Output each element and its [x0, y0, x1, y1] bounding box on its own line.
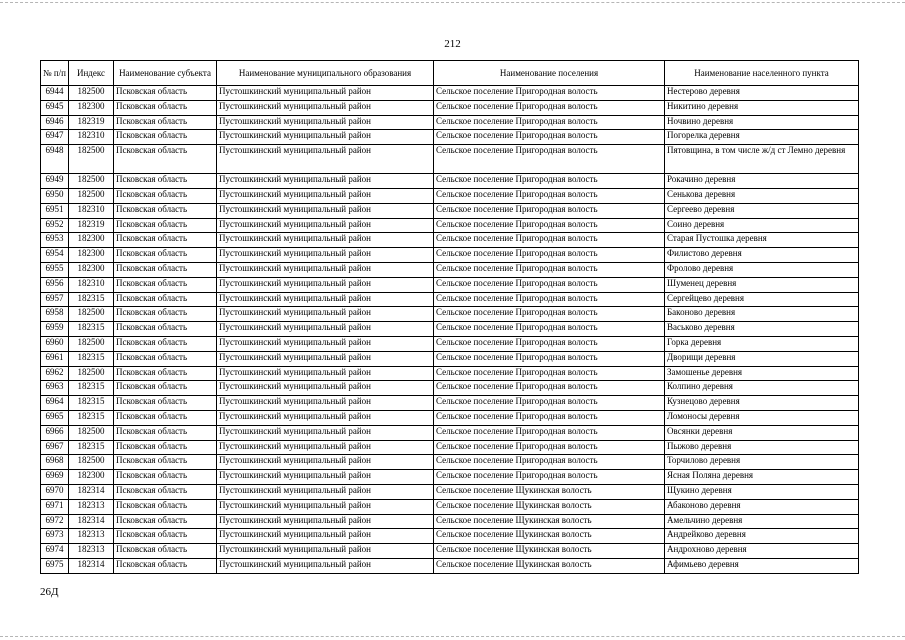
row-number-cell: 6963	[41, 381, 69, 396]
municipality-name-cell: Пустошкинский муниципальный район	[217, 410, 434, 425]
settlement-name-cell: Сельское поселение Пригородная волость	[434, 455, 665, 470]
row-number-cell: 6953	[41, 233, 69, 248]
row-number-cell: 6949	[41, 174, 69, 189]
postal-index-cell: 182300	[69, 262, 114, 277]
table-row	[41, 188, 859, 203]
settlement-name-cell: Сельское поселение Пригородная волость	[434, 440, 665, 455]
postal-index-cell: 182314	[69, 484, 114, 499]
table-row	[41, 425, 859, 440]
settlement-name-cell: Сельское поселение Пригородная волость	[434, 307, 665, 322]
municipality-name-cell: Пустошкинский муниципальный район	[217, 455, 434, 470]
row-number-cell: 6951	[41, 203, 69, 218]
municipality-name-cell: Пустошкинский муниципальный район	[217, 145, 434, 174]
subject-name-cell: Псковская область	[114, 499, 217, 514]
subject-name-cell: Псковская область	[114, 100, 217, 115]
postal-index-cell: 182300	[69, 470, 114, 485]
settlement-name-cell: Сельское поселение Пригородная волость	[434, 277, 665, 292]
locality-name-cell: Рокачино деревня	[665, 174, 859, 189]
settlement-name-cell: Сельское поселение Пригородная волость	[434, 248, 665, 263]
row-number-cell: 6959	[41, 322, 69, 337]
postal-index-cell: 182310	[69, 130, 114, 145]
municipality-name-cell: Пустошкинский муниципальный район	[217, 307, 434, 322]
locality-name-cell: Замошенье деревня	[665, 366, 859, 381]
locality-name-cell: Пятовщина, в том числе ж/д ст Лемно деревня	[665, 145, 859, 174]
table-row	[41, 203, 859, 218]
municipality-name-cell: Пустошкинский муниципальный район	[217, 544, 434, 559]
settlement-name-cell: Сельское поселение Щукинская волость	[434, 529, 665, 544]
postal-index-cell: 182300	[69, 100, 114, 115]
header-subject: Наименование субъекта	[114, 61, 217, 86]
subject-name-cell: Псковская область	[114, 351, 217, 366]
locality-name-cell: Андрохново деревня	[665, 544, 859, 559]
row-number-cell: 6961	[41, 351, 69, 366]
settlement-name-cell: Сельское поселение Щукинская волость	[434, 484, 665, 499]
row-number-cell: 6972	[41, 514, 69, 529]
municipality-name-cell: Пустошкинский муниципальный район	[217, 529, 434, 544]
locality-name-cell: Никитино деревня	[665, 100, 859, 115]
header-settlement: Наименование поселения	[434, 61, 665, 86]
settlement-name-cell: Сельское поселение Пригородная волость	[434, 396, 665, 411]
postal-index-cell: 182313	[69, 544, 114, 559]
subject-name-cell: Псковская область	[114, 203, 217, 218]
table-row	[41, 130, 859, 145]
row-number-cell: 6971	[41, 499, 69, 514]
table-row	[41, 307, 859, 322]
table-row	[41, 514, 859, 529]
row-number-cell: 6970	[41, 484, 69, 499]
municipality-name-cell: Пустошкинский муниципальный район	[217, 470, 434, 485]
municipality-name-cell: Пустошкинский муниципальный район	[217, 100, 434, 115]
settlement-name-cell: Сельское поселение Щукинская волость	[434, 558, 665, 573]
settlement-name-cell: Сельское поселение Щукинская волость	[434, 514, 665, 529]
municipality-name-cell: Пустошкинский муниципальный район	[217, 218, 434, 233]
subject-name-cell: Псковская область	[114, 292, 217, 307]
subject-name-cell: Псковская область	[114, 130, 217, 145]
subject-name-cell: Псковская область	[114, 174, 217, 189]
postal-index-cell: 182319	[69, 115, 114, 130]
municipality-name-cell: Пустошкинский муниципальный район	[217, 484, 434, 499]
subject-name-cell: Псковская область	[114, 86, 217, 101]
row-number-cell: 6950	[41, 188, 69, 203]
locality-name-cell: Андрейково деревня	[665, 529, 859, 544]
subject-name-cell: Псковская область	[114, 396, 217, 411]
table-row	[41, 277, 859, 292]
row-number-cell: 6966	[41, 425, 69, 440]
municipality-name-cell: Пустошкинский муниципальный район	[217, 396, 434, 411]
postal-index-cell: 182314	[69, 514, 114, 529]
header-row	[41, 61, 859, 86]
locality-name-cell: Ломоносы деревня	[665, 410, 859, 425]
postal-index-cell: 182500	[69, 425, 114, 440]
municipality-name-cell: Пустошкинский муниципальный район	[217, 425, 434, 440]
locality-name-cell: Амельчино деревня	[665, 514, 859, 529]
settlement-name-cell: Сельское поселение Пригородная волость	[434, 130, 665, 145]
header-number: № п/п	[41, 61, 69, 86]
settlement-name-cell: Сельское поселение Пригородная волость	[434, 115, 665, 130]
municipality-name-cell: Пустошкинский муниципальный район	[217, 366, 434, 381]
locality-name-cell: Торчилово деревня	[665, 455, 859, 470]
subject-name-cell: Псковская область	[114, 558, 217, 573]
row-number-cell: 6945	[41, 100, 69, 115]
row-number-cell: 6964	[41, 396, 69, 411]
postal-index-cell: 182315	[69, 292, 114, 307]
subject-name-cell: Псковская область	[114, 322, 217, 337]
row-number-cell: 6954	[41, 248, 69, 263]
subject-name-cell: Псковская область	[114, 366, 217, 381]
table-row	[41, 410, 859, 425]
table-row	[41, 455, 859, 470]
table-row	[41, 366, 859, 381]
subject-name-cell: Псковская область	[114, 425, 217, 440]
postal-index-cell: 182500	[69, 174, 114, 189]
locality-name-cell: Соино деревня	[665, 218, 859, 233]
locality-name-cell: Шуменец деревня	[665, 277, 859, 292]
header-locality: Наименование населенного пункта	[665, 61, 859, 86]
row-number-cell: 6946	[41, 115, 69, 130]
municipality-name-cell: Пустошкинский муниципальный район	[217, 115, 434, 130]
table-row	[41, 470, 859, 485]
locality-name-cell: Горка деревня	[665, 336, 859, 351]
settlement-name-cell: Сельское поселение Щукинская волость	[434, 544, 665, 559]
row-number-cell: 6965	[41, 410, 69, 425]
postal-index-cell: 182500	[69, 86, 114, 101]
settlement-name-cell: Сельское поселение Пригородная волость	[434, 322, 665, 337]
table-body	[41, 86, 859, 574]
settlement-name-cell: Сельское поселение Пригородная волость	[434, 188, 665, 203]
postal-index-cell: 182314	[69, 558, 114, 573]
locality-name-cell: Сергеево деревня	[665, 203, 859, 218]
subject-name-cell: Псковская область	[114, 115, 217, 130]
row-number-cell: 6962	[41, 366, 69, 381]
locality-name-cell: Абаконово деревня	[665, 499, 859, 514]
postal-index-cell: 182313	[69, 529, 114, 544]
locality-name-cell: Филистово деревня	[665, 248, 859, 263]
table-row	[41, 218, 859, 233]
municipality-name-cell: Пустошкинский муниципальный район	[217, 292, 434, 307]
table-row	[41, 145, 859, 174]
settlement-name-cell: Сельское поселение Пригородная волость	[434, 336, 665, 351]
subject-name-cell: Псковская область	[114, 336, 217, 351]
locality-name-cell: Баконово деревня	[665, 307, 859, 322]
postal-index-cell: 182310	[69, 277, 114, 292]
row-number-cell: 6952	[41, 218, 69, 233]
settlement-name-cell: Сельское поселение Пригородная волость	[434, 470, 665, 485]
postal-index-cell: 182315	[69, 440, 114, 455]
municipality-name-cell: Пустошкинский муниципальный район	[217, 499, 434, 514]
settlement-name-cell: Сельское поселение Пригородная волость	[434, 410, 665, 425]
locality-name-cell: Старая Пустошка деревня	[665, 233, 859, 248]
settlement-name-cell: Сельское поселение Пригородная волость	[434, 86, 665, 101]
subject-name-cell: Псковская область	[114, 262, 217, 277]
locality-name-cell: Ночвино деревня	[665, 115, 859, 130]
postal-index-cell: 182500	[69, 188, 114, 203]
settlement-name-cell: Сельское поселение Пригородная волость	[434, 203, 665, 218]
municipality-name-cell: Пустошкинский муниципальный район	[217, 248, 434, 263]
table-row	[41, 248, 859, 263]
locality-name-cell: Ясная Поляна деревня	[665, 470, 859, 485]
postal-index-cell: 182300	[69, 233, 114, 248]
subject-name-cell: Псковская область	[114, 410, 217, 425]
postal-index-cell: 182315	[69, 322, 114, 337]
subject-name-cell: Псковская область	[114, 484, 217, 499]
settlement-name-cell: Сельское поселение Пригородная волость	[434, 145, 665, 174]
table-row	[41, 174, 859, 189]
municipality-name-cell: Пустошкинский муниципальный район	[217, 558, 434, 573]
subject-name-cell: Псковская область	[114, 529, 217, 544]
locality-name-cell: Сенькова деревня	[665, 188, 859, 203]
row-number-cell: 6968	[41, 455, 69, 470]
table-row	[41, 440, 859, 455]
postal-index-cell: 182500	[69, 145, 114, 174]
postal-index-cell: 182315	[69, 396, 114, 411]
postal-index-cell: 182315	[69, 410, 114, 425]
table-row	[41, 499, 859, 514]
row-number-cell: 6957	[41, 292, 69, 307]
table-row	[41, 351, 859, 366]
locality-name-cell: Овсянки деревня	[665, 425, 859, 440]
municipality-name-cell: Пустошкинский муниципальный район	[217, 351, 434, 366]
municipality-name-cell: Пустошкинский муниципальный район	[217, 130, 434, 145]
row-number-cell: 6974	[41, 544, 69, 559]
subject-name-cell: Псковская область	[114, 440, 217, 455]
header-municipality: Наименование муниципального образования	[217, 61, 434, 86]
row-number-cell: 6967	[41, 440, 69, 455]
settlement-name-cell: Сельское поселение Пригородная волость	[434, 233, 665, 248]
postal-index-cell: 182500	[69, 366, 114, 381]
settlement-name-cell: Сельское поселение Пригородная волость	[434, 218, 665, 233]
municipality-name-cell: Пустошкинский муниципальный район	[217, 86, 434, 101]
municipality-name-cell: Пустошкинский муниципальный район	[217, 203, 434, 218]
row-number-cell: 6944	[41, 86, 69, 101]
header-postal-index: Индекс	[69, 61, 114, 86]
subject-name-cell: Псковская область	[114, 307, 217, 322]
postal-index-cell: 182500	[69, 455, 114, 470]
postal-index-cell: 182315	[69, 381, 114, 396]
table-row	[41, 233, 859, 248]
row-number-cell: 6958	[41, 307, 69, 322]
footer-code: 26Д	[40, 586, 59, 598]
row-number-cell: 6955	[41, 262, 69, 277]
table-row	[41, 396, 859, 411]
row-number-cell: 6975	[41, 558, 69, 573]
table-row	[41, 262, 859, 277]
table-row	[41, 322, 859, 337]
postal-index-cell: 182500	[69, 307, 114, 322]
subject-name-cell: Псковская область	[114, 544, 217, 559]
scan-edge-bottom	[0, 636, 905, 637]
settlement-name-cell: Сельское поселение Пригородная волость	[434, 366, 665, 381]
locality-name-cell: Дворищи деревня	[665, 351, 859, 366]
table-header	[41, 61, 859, 86]
locality-name-cell: Васьково деревня	[665, 322, 859, 337]
table-row	[41, 292, 859, 307]
municipality-name-cell: Пустошкинский муниципальный район	[217, 440, 434, 455]
municipality-name-cell: Пустошкинский муниципальный район	[217, 188, 434, 203]
locality-name-cell: Пыжово деревня	[665, 440, 859, 455]
subject-name-cell: Псковская область	[114, 277, 217, 292]
row-number-cell: 6973	[41, 529, 69, 544]
subject-name-cell: Псковская область	[114, 455, 217, 470]
subject-name-cell: Псковская область	[114, 514, 217, 529]
municipality-name-cell: Пустошкинский муниципальный район	[217, 233, 434, 248]
locality-name-cell: Колпино деревня	[665, 381, 859, 396]
locality-name-cell: Фролово деревня	[665, 262, 859, 277]
table-row	[41, 381, 859, 396]
scan-edge-top	[0, 2, 905, 3]
postal-index-cell: 182313	[69, 499, 114, 514]
settlement-name-cell: Сельское поселение Пригородная волость	[434, 381, 665, 396]
locality-name-cell: Погорелка деревня	[665, 130, 859, 145]
subject-name-cell: Псковская область	[114, 188, 217, 203]
municipality-name-cell: Пустошкинский муниципальный район	[217, 262, 434, 277]
row-number-cell: 6960	[41, 336, 69, 351]
subject-name-cell: Псковская область	[114, 470, 217, 485]
locality-name-cell: Нестерово деревня	[665, 86, 859, 101]
municipality-name-cell: Пустошкинский муниципальный район	[217, 381, 434, 396]
table-row	[41, 115, 859, 130]
settlement-name-cell: Сельское поселение Пригородная волость	[434, 425, 665, 440]
municipality-name-cell: Пустошкинский муниципальный район	[217, 322, 434, 337]
municipality-name-cell: Пустошкинский муниципальный район	[217, 277, 434, 292]
row-number-cell: 6969	[41, 470, 69, 485]
locality-name-cell: Сергейцево деревня	[665, 292, 859, 307]
locality-name-cell: Афимьево деревня	[665, 558, 859, 573]
settlement-name-cell: Сельское поселение Пригородная волость	[434, 262, 665, 277]
table-row	[41, 336, 859, 351]
page-number: 212	[444, 38, 461, 50]
settlement-name-cell: Сельское поселение Пригородная волость	[434, 351, 665, 366]
postal-index-cell: 182500	[69, 336, 114, 351]
subject-name-cell: Псковская область	[114, 233, 217, 248]
table-row	[41, 529, 859, 544]
table-row	[41, 558, 859, 573]
row-number-cell: 6956	[41, 277, 69, 292]
settlement-name-cell: Сельское поселение Пригородная волость	[434, 100, 665, 115]
subject-name-cell: Псковская область	[114, 248, 217, 263]
table-row	[41, 100, 859, 115]
postal-index-cell: 182310	[69, 203, 114, 218]
row-number-cell: 6947	[41, 130, 69, 145]
settlement-name-cell: Сельское поселение Пригородная волость	[434, 174, 665, 189]
settlements-table	[40, 60, 859, 574]
settlement-name-cell: Сельское поселение Пригородная волость	[434, 292, 665, 307]
table-row	[41, 484, 859, 499]
subject-name-cell: Псковская область	[114, 145, 217, 174]
subject-name-cell: Псковская область	[114, 218, 217, 233]
postal-index-cell: 182319	[69, 218, 114, 233]
row-number-cell: 6948	[41, 145, 69, 174]
table-row	[41, 544, 859, 559]
table-row	[41, 86, 859, 101]
locality-name-cell: Кузнецово деревня	[665, 396, 859, 411]
postal-index-cell: 182315	[69, 351, 114, 366]
municipality-name-cell: Пустошкинский муниципальный район	[217, 514, 434, 529]
postal-index-cell: 182300	[69, 248, 114, 263]
subject-name-cell: Псковская область	[114, 381, 217, 396]
municipality-name-cell: Пустошкинский муниципальный район	[217, 174, 434, 189]
locality-name-cell: Щукино деревня	[665, 484, 859, 499]
settlement-name-cell: Сельское поселение Щукинская волость	[434, 499, 665, 514]
municipality-name-cell: Пустошкинский муниципальный район	[217, 336, 434, 351]
